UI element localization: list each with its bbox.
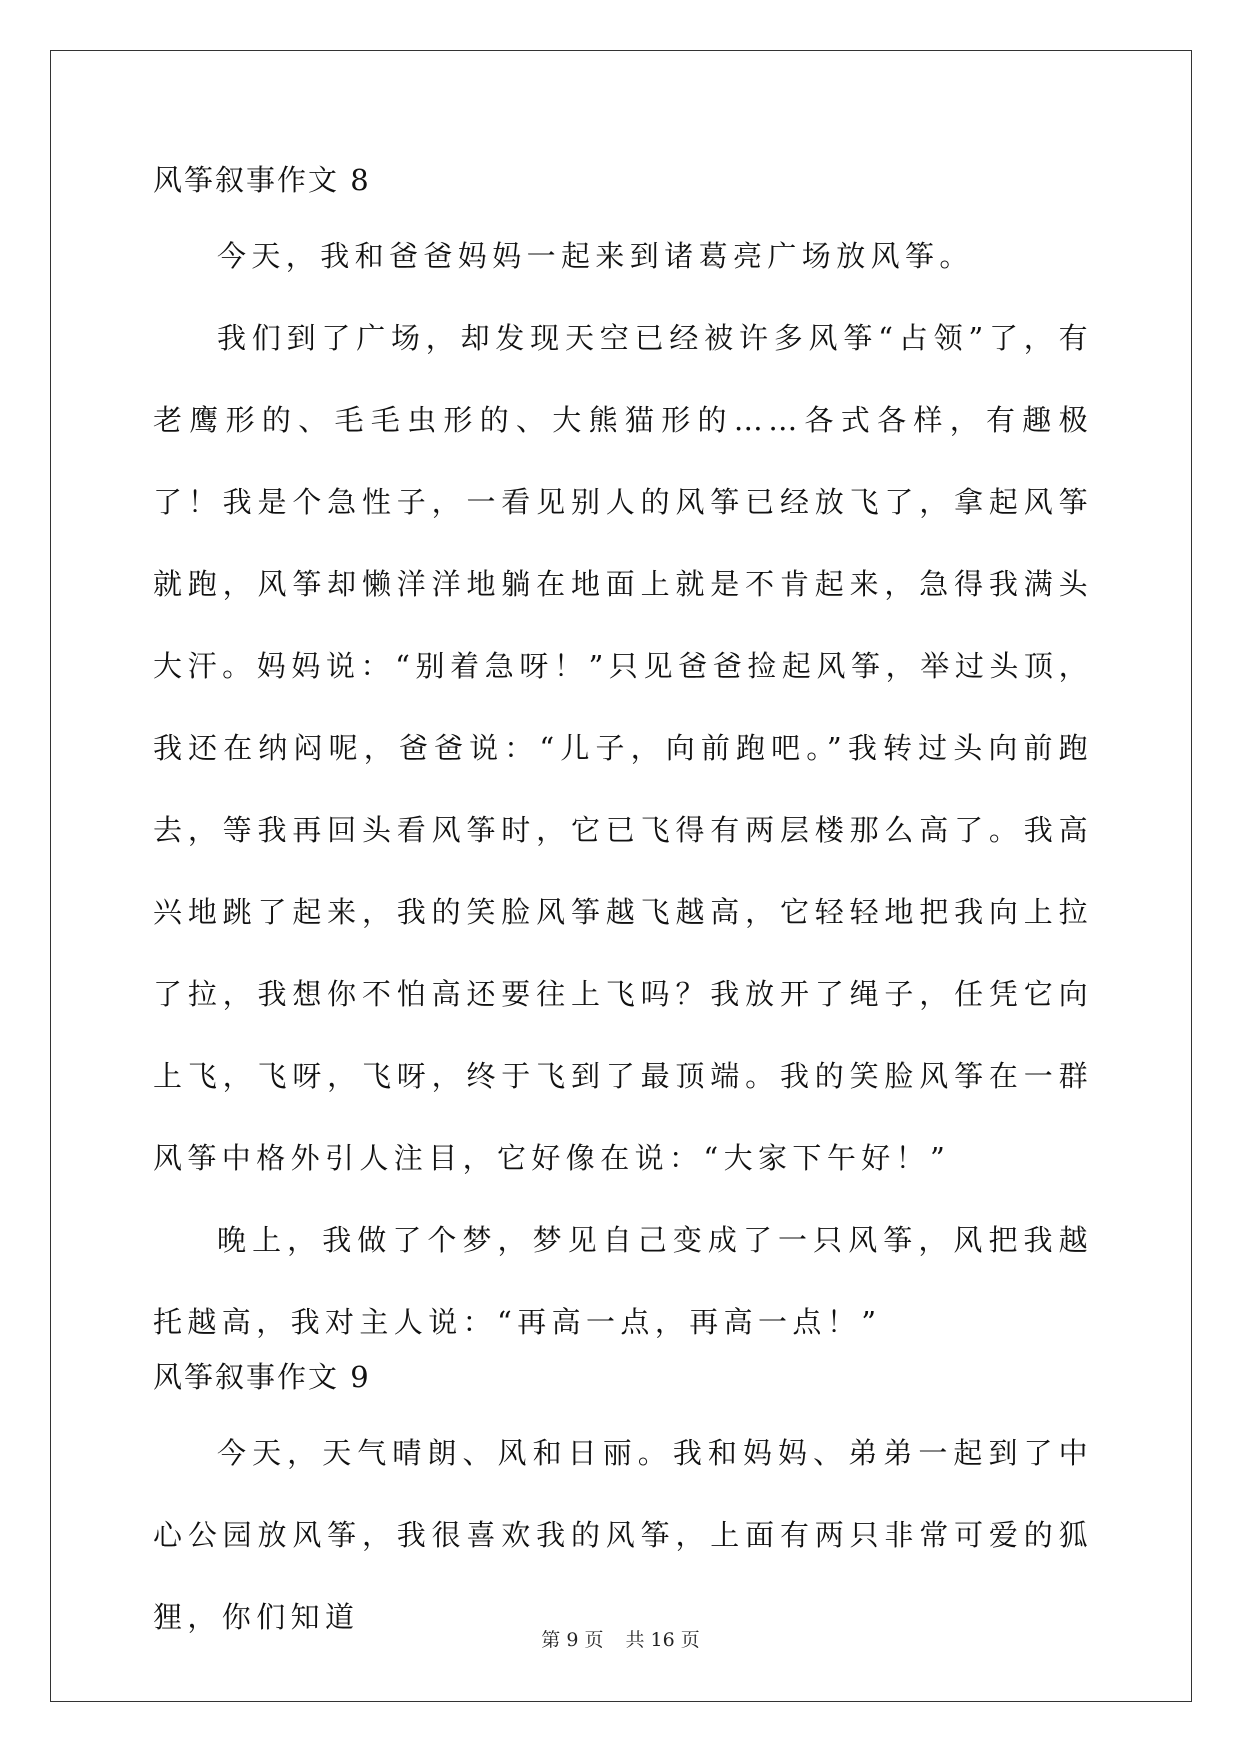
paragraph: 今天，天气晴朗、风和日丽。我和妈妈、弟弟一起到了中心公园放风筝，我很喜欢我的风筝，上面有两只非常可爱的狐狸，你们知道 [153, 1436, 1093, 1634]
page-number: 第 9 页 [541, 1629, 604, 1651]
paragraph: 今天，我和爸爸妈妈一起来到诸葛亮广场放风筝。 [217, 239, 974, 273]
section-heading-9: 风筝叙事作文 9 [153, 1360, 371, 1394]
page-footer [0, 1628, 1241, 1652]
paragraph: 我们到了广场，却发现天空已经被许多风筝“占领”了，有老鹰形的、毛毛虫形的、大熊猫形的……各式各样，有趣极了！我是个急性子，一看见别人的风筝已经放飞了，拿起风筝就跑，风筝却懒洋洋地躺在地面上就是不肯起来，急得我满头大汗。妈妈说：“别着急呀！”只见爸爸捡起风筝，举过头顶，我还在纳闷呢，爸爸说：“儿子，向前跑吧。”我转过头向前跑去，等我再回头看风筝时，它已飞得有两层楼那么高了。我高兴地跳了起来，我的笑脸风筝越飞越高，它轻轻地把我向上拉了拉，我想你不怕高还要往上飞吗？我放开了绳子，任凭它向上飞，飞呀，飞呀，终于飞到了最顶端。我的笑脸风筝在一群风筝中格外引人注目，它好像在说：“大家下午好！” [153, 321, 1093, 1175]
document-body [153, 160, 1093, 1658]
page-total: 共 16 页 [625, 1629, 700, 1651]
section-heading-8: 风筝叙事作文 8 [153, 163, 371, 197]
paragraph: 晚上，我做了个梦，梦见自己变成了一只风筝，风把我越托越高，我对主人说：“再高一点，再高一点！” [153, 1223, 1093, 1339]
